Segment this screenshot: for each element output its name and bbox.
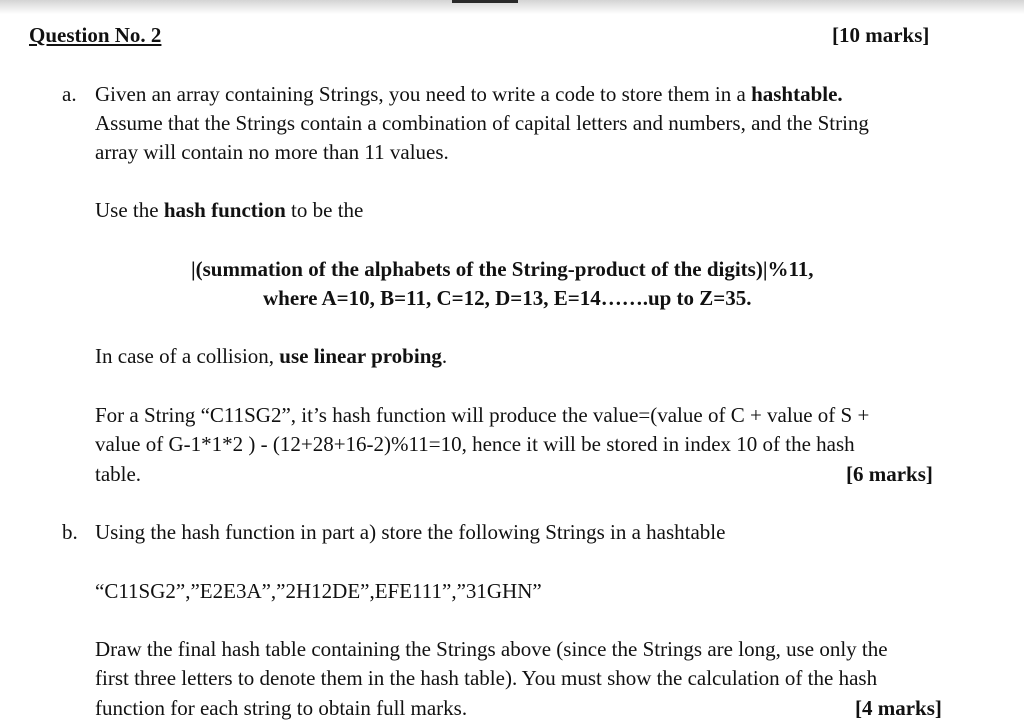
- linear-probing-term: use linear probing: [279, 344, 442, 368]
- part-a-label: a.: [62, 82, 77, 106]
- example-line-1: For a String “C11SG2”, it’s hash function will produce the value=(value of C + value of S +: [95, 403, 870, 427]
- collision-pre: In case of a collision,: [95, 344, 280, 368]
- draw-line-3: function for each string to obtain full marks.: [95, 696, 468, 720]
- part-a-line-2: Assume that the Strings contain a combination of capital letters and numbers, and the String: [95, 111, 869, 135]
- strings-list: “C11SG2”,”E2E3A”,”2H12DE”,EFE111”,”31GHN”: [95, 579, 542, 603]
- hashtable-term: hashtable.: [751, 82, 843, 106]
- example-line-2: value of G-1*1*2 ) - (12+28+16-2)%11=10, hence it will be stored in index 10 of the hash: [95, 432, 855, 456]
- example-line-3: table.: [95, 462, 142, 486]
- part-a-line-3: array will contain no more than 11 values.: [95, 140, 449, 164]
- part-a-marks: [6 marks]: [846, 462, 933, 486]
- hash-function-term: hash function: [163, 198, 286, 222]
- formula-line-1: |(summation of the alphabets of the String-product of the digits)|%11,: [191, 257, 814, 281]
- collision-post: .: [441, 344, 448, 368]
- formula-line-2: where A=10, B=11, C=12, D=13, E=14…….up to Z=35.: [263, 286, 752, 310]
- hash-intro-post: to be the: [285, 198, 364, 222]
- part-b-intro: Using the hash function in part a) store the following Strings in a hashtable: [95, 520, 726, 544]
- part-b-label: b.: [62, 520, 78, 544]
- part-a-line-1: [95, 80, 843, 109]
- top-edge-bar: [452, 0, 518, 3]
- draw-line-1: Draw the final hash table containing the Strings above (since the Strings are long, use only the: [95, 637, 888, 661]
- question-title: Question No. 2: [29, 23, 162, 47]
- hash-function-intro: [95, 196, 363, 225]
- total-marks: [10 marks]: [832, 23, 930, 47]
- collision-line: [95, 342, 447, 371]
- part-b-marks: [4 marks]: [855, 696, 942, 720]
- part-a-line-1-text: Given an array containing Strings, you need to write a code to store them in a: [95, 82, 752, 106]
- draw-line-2: first three letters to denote them in the hash table). You must show the calculation of the hash: [95, 666, 878, 690]
- hash-intro-pre: Use the: [95, 198, 164, 222]
